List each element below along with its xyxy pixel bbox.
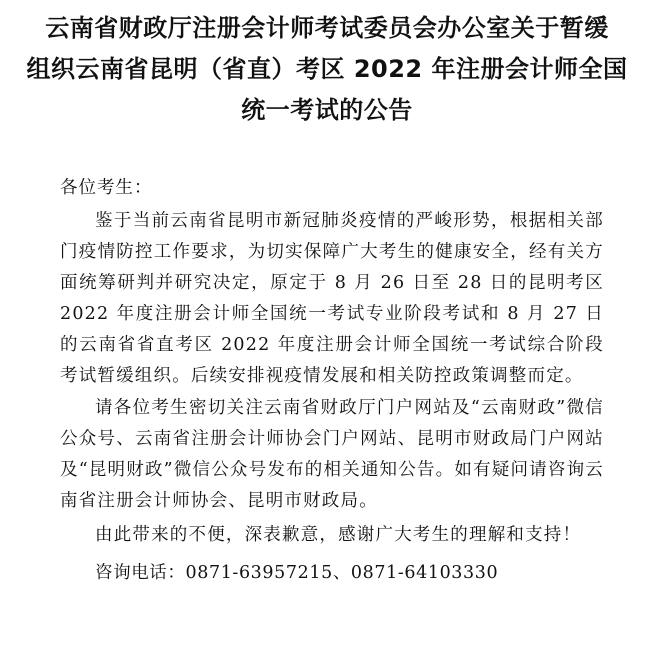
contact-phone: 咨询电话：0871-63957215、0871-64103330 [95, 563, 499, 583]
body-paragraph-2: 请各位考生密切关注云南省财政厅门户网站及“云南财政”微信公众号、云南省注册会计师协会门户网站、昆明市财政局门户网站及“昆明财政”微信公众号发布的相关通知公告。如有疑问请咨询云南省注册会计师协会、昆明市财政局。 [60, 398, 604, 511]
announcement-title [22, 8, 632, 131]
title-line-2: 组织云南省昆明（省直）考区 2022 年注册会计师全国 [26, 55, 628, 83]
title-line-1: 云南省财政厅注册会计师考试委员会办公室关于暂缓 [45, 14, 609, 42]
greeting: 各位考生： [60, 178, 153, 198]
closing-sentence: 由此带来的不便，深表歉意，感谢广大考生的理解和支持！ [95, 525, 582, 545]
title-line-3: 统一考试的公告 [241, 96, 413, 124]
body-paragraph-1: 鉴于当前云南省昆明市新冠肺炎疫情的严峻形势，根据相关部门疫情防控工作要求，为切实保障广大考生的健康安全，经有关方面统筹研判并研究决定，原定于 8 月 26 日至 28 日的昆明考区 2022 年度注册会计师全国统一考试专业阶段考试和 8 月 27 日的云南省省直考区 2022 年度注册会计师全国统一考试综合阶段考试暂缓组织。后续安排视疫情发展和相关防控政策调整而定。 [60, 211, 604, 386]
